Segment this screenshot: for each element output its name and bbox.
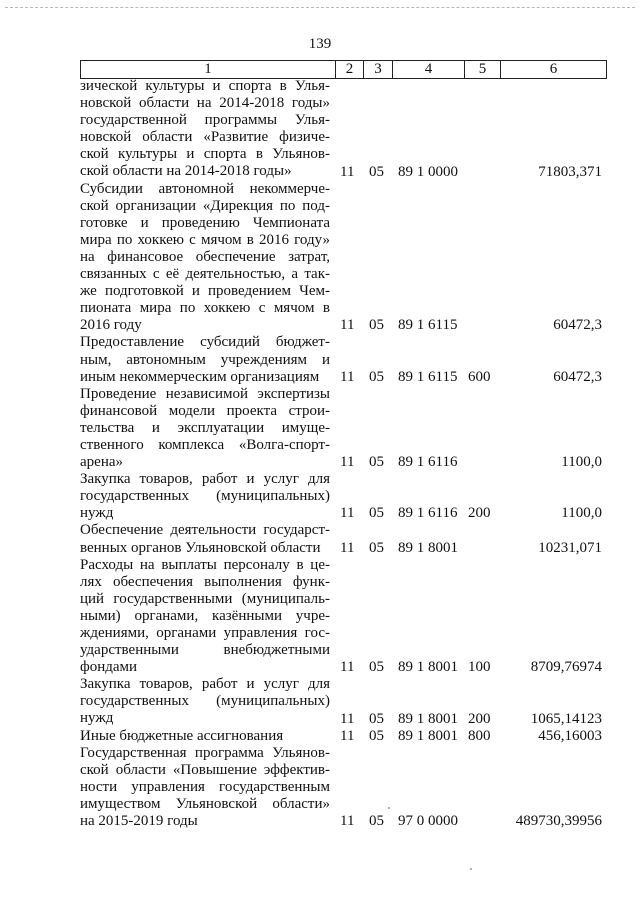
subsection-code: 05 [369,317,384,334]
amount: 456,16003 [538,727,602,744]
table-row [80,471,606,522]
description-line: ным, автономным учреждениям и [80,351,330,368]
budget-table-body [80,78,606,830]
row-code-columns [80,164,606,181]
description-line: нужд [80,710,114,727]
description-line: 2016 году [80,317,142,334]
description-line: ждениями, органами управления гос- [80,625,330,641]
description-line: венных органов Ульяновской области [80,539,321,556]
description-line: ской культуры и спорта в Ульянов- [80,146,330,163]
subsection-code: 05 [369,163,384,180]
expense-type-code: 200 [468,710,491,727]
row-code-columns [80,728,606,745]
section-code: 11 [340,813,355,830]
target-article-code: 89 1 6115 [398,368,458,385]
description-line: Обеспечение деятельности государст- [80,522,330,539]
expense-type-code: 800 [468,727,491,744]
description-line: иным некоммерческим организациям [80,368,320,385]
target-article-code: 97 0 0000 [398,813,458,830]
section-code: 11 [340,710,355,727]
description-line: на финансовое обеспечение затрат, [80,248,330,265]
section-code: 11 [340,659,355,676]
column-header-row [81,61,607,79]
row-code-columns [80,505,606,522]
table-row [80,181,606,335]
description-line: финансовой модели проекта строи- [80,402,330,419]
amount: 8709,76974 [530,659,602,676]
column-header-cell: 1 [81,61,336,79]
page-number: 139 [308,36,332,52]
section-code: 11 [340,505,355,522]
description-line: Расходы на выплаты персоналу в це- [80,556,330,573]
amount: 71803,371 [538,163,602,180]
column-header-cell: 2 [336,61,364,79]
subsection-code: 05 [369,454,384,471]
description-line: имуществом Ульяновской области» [80,795,330,812]
description-line: новской области «Развитие физиче- [80,129,330,146]
row-code-columns [80,813,606,830]
section-code: 11 [340,317,355,334]
description-line: Государственная программа Ульянов- [80,744,330,761]
subsection-code: 05 [369,727,384,744]
amount: 10231,071 [538,539,602,556]
row-description [80,181,330,335]
subsection-code: 05 [369,539,384,556]
row-code-columns [80,369,606,386]
description-line: мира по хоккею с мячом в 2016 году» [80,231,330,248]
amount: 489730,39956 [515,813,602,830]
description-line: Иные бюджетные ассигнования [80,727,284,744]
column-header-cell: 3 [364,61,393,79]
amount: 1100,0 [561,505,602,522]
section-code: 11 [340,163,355,180]
table-row [80,386,606,471]
target-article-code: 89 1 0000 [398,163,458,180]
section-code: 11 [340,454,355,471]
description-line: ской организации «Дирекция по под- [80,197,330,214]
expense-type-code: 200 [468,505,491,522]
description-line: ций государственными (муниципаль- [80,590,330,607]
description-line: Закупка товаров, работ и услуг для [80,676,330,693]
description-line: ственного комплекса «Волга-спорт- [80,436,330,453]
table-row [80,334,606,385]
section-code: 11 [340,539,355,556]
description-line: тельства и эксплуатации имуще- [80,419,330,436]
description-line: связанных с её деятельностью, а так- [80,266,330,283]
row-code-columns [80,540,606,557]
subsection-code: 05 [369,368,384,385]
description-line: ности управления государственным [80,778,330,795]
scan-speck [470,868,472,870]
description-line: ударственными внебюджетными [80,642,330,659]
description-line: Предоставление субсидий бюджет- [80,334,330,351]
table-row [80,728,606,745]
column-header-cell: 5 [465,61,501,79]
target-article-code: 89 1 6116 [398,505,458,522]
target-article-code: 89 1 8001 [398,710,458,727]
target-article-code: 89 1 6115 [398,317,458,334]
subsection-code: 05 [369,710,384,727]
description-line: лях обеспечения выполнения функ- [80,573,330,590]
section-code: 11 [340,727,355,744]
target-article-code: 89 1 8001 [398,539,458,556]
row-code-columns [80,317,606,334]
table-row [80,676,606,727]
description-line: государственной программы Улья- [80,112,330,129]
scan-speck [388,807,390,809]
subsection-code: 05 [369,813,384,830]
description-line: пионата мира по хоккею с мячом в [80,300,330,317]
description-line: государственных (муниципальных) [80,693,330,710]
row-code-columns [80,711,606,728]
description-line: Субсидии автономной некоммерче- [80,180,330,197]
subsection-code: 05 [369,659,384,676]
column-header-cell: 6 [501,61,607,79]
description-line: Проведение независимой экспертизы [80,385,330,402]
column-header-table [80,60,607,79]
description-line: готовке и проведению Чемпионата [80,214,330,231]
target-article-code: 89 1 6116 [398,454,458,471]
description-line: государственных (муниципальных) [80,488,330,505]
target-article-code: 89 1 8001 [398,727,458,744]
table-row [80,557,606,677]
table-row [80,78,606,181]
subsection-code: 05 [369,505,384,522]
amount: 60472,3 [553,317,602,334]
description-line: нужд [80,505,114,522]
row-code-columns [80,659,606,676]
column-header-cell: 4 [393,61,465,79]
table-row [80,745,606,830]
expense-type-code: 100 [468,659,491,676]
description-line: ными) органами, казёнными учре- [80,607,330,624]
description-line: зической культуры и спорта в Улья- [80,78,330,94]
scan-top-edge-line [5,7,635,8]
target-article-code: 89 1 8001 [398,659,458,676]
description-line: Закупка товаров, работ и услуг для [80,471,330,488]
description-line: новской области на 2014-2018 годы» [80,95,330,112]
description-line: ской области на 2014-2018 годы» [80,163,292,180]
amount: 60472,3 [553,368,602,385]
description-line: же подготовкой и проведением Чем- [80,283,330,300]
description-line: фондами [80,659,138,676]
description-line: арена» [80,454,124,471]
expense-type-code: 600 [468,368,491,385]
amount: 1065,14123 [530,710,602,727]
row-code-columns [80,454,606,471]
description-line: на 2015-2019 годы [80,813,198,830]
description-line: ской области «Повышение эффектив- [80,761,330,778]
section-code: 11 [340,368,355,385]
amount: 1100,0 [561,454,602,471]
table-row [80,522,606,556]
